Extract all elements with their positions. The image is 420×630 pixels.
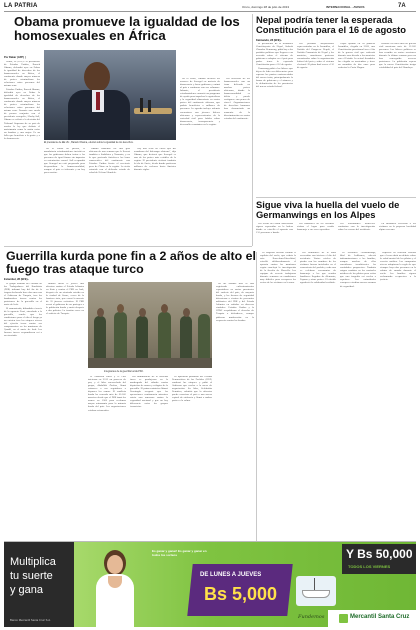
nepal-col-2: Los partidos mayoritarios representados en la Asamblea, el Partido del Congreso Nepalí, el Partido Comunista de Nepal y los maoístas, mantienen posturas encontradas sobre la organización federal del país y sobre el sistema electoral. El plazo final vence el 16 de agosto. — [297, 43, 334, 70]
obama-photo — [44, 50, 176, 140]
ad-line-3: y gana — [10, 584, 44, 596]
ad-prize: Y Bs 50,000 — [346, 547, 413, 561]
kurdos-top-rule — [4, 246, 252, 247]
obama-col-3: Obama comenzó así una gira africana de una semana que le llevará también a Sudáfrica y Tanzania, y en la que pretende fortalecer los lazos comerciales del continente con Estados Unidos frente al creciente peso de China en la región. La visita coincide con el delicado estado de salud de Nelson Mandela. — [89, 148, 130, 175]
ad-left-panel — [4, 542, 74, 627]
masthead-logo: LA PATRIA — [4, 3, 38, 9]
nepal-headline: Nepal podría tener la esperada Constitución para el 16 de agosto — [256, 14, 407, 36]
kurdos-col-2: Ankara inició el jueves una ofensiva contra el Estado Islámico en Siria y contra el PKK en Irak, después de un atentado suicida en la ciudad de Suruc, cerca de la frontera siria, que causó la muerte de 32 jóvenes activistas. El PKK acusó al gobierno de no proteger a la población kurda y mató después a dos policías. La tensión crece en el sudeste de Turquía. — [46, 283, 84, 316]
kurdos-col-1: El grupo armado del Partido de los Trabajadores del Kurdistán (PKK) informó hoy del fin de la tregua declarada hace dos años con el Gobierno de Turquía, tras los bombardeos turcos contra las posiciones de la guerrilla en el norte de Irak. El comunicado, difundido a través de la agencia Firat, vinculada a la guerrilla, señala que las condiciones para el alto el fuego ya no existen tras los ataques aéreos del ejército turco contra sus campamentos en las montañas de Qandil, en el norte de Irak. Las fuerzas turcas respondieron así a un atentado. — [4, 283, 42, 338]
masthead-date: Oruro, domingo 28 de julio de 2013 — [242, 4, 290, 9]
obama-col-5: En la visita, Obama destacó los avances de Senegal en materia de democracia y buen gobierno y animó al país a continuar con sus reformas. Además, el presidente estadounidense anunció un programa de ayuda para impulsar la agricultura y la seguridad alimentaria en varios países del continente africano, que podría beneficiar a millones de personas. La agenda incluye además encuentros con jóvenes líderes africanos y representantes de la sociedad civil para hablar sobre democracia, transparencia y desarrollo económico en la región. — [180, 78, 220, 126]
right-col-3: La aerolínea Germanwings, filial de Lufthansa, ofreció indemnizaciones a las familias, aunque muchas de ellas consideran insuficientes las cantidades propuestas. También exigen cambios en los controles médicos de los pilotos para evitar que una tragedia así vuelva a repetirse. Las autoridades europeas estudian nuevas normas de seguridad. — [340, 252, 376, 288]
ad-prize-sub: TODOS LOS VIERNES — [348, 564, 391, 569]
obama-caption: El presidente de EE.UU., Barack Obama, efectuó sobre la igualdad de los derechos. — [44, 141, 134, 144]
ad-mid-text: Es ganar y ganar! Es ganar y ganar en todos los sorteos — [152, 549, 207, 557]
kurdos-col-4: Los bombardeos de la aviación turca se produjeron en la madrugada del sábado contra depósitos de armas y refugios de la guerrilla. El primer ministro Ahmet Davutoglu aseguró que las operaciones continuarán mientras exista una amenaza contra la seguridad nacional y que no hay diferencia entre los grupos terroristas. — [130, 376, 168, 409]
kurdos-col-6: En los últimos días se han registrado enfrentamientos esporádicos en varias provincias del sudeste del país, de mayoría kurda, y las fuerzas de seguridad detuvieron a cientos de presuntos militantes del PKK y del Estado Islámico en redadas en diversas ciudades. Estados Unidos y la OTAN respaldaron el derecho de Turquía a defenderse, aunque pidieron moderación en la respuesta contra los kurdos. — [216, 283, 254, 322]
nepal-col-3: Nepal aprobó en su primera Asamblea, elegida en 2008, una Constitución provisional tras el fin de la guerra civil que enfrentó durante una década a los maoístas con el Estado. La actual Asamblea fue elegida en noviembre y tiene un mandato de dos años para redactar la Carta Magna. — [338, 43, 375, 70]
ad-brand-right: Mercantil Santa Cruz — [350, 614, 410, 620]
right-col-2: Los habitantes de la zona recuerdan con tristeza el día del accidente. Varias estelas de piedra con los nombres de las víctimas fueron instaladas en el cementerio del pueblo y cada año se celebran ceremonias de homenaje a las que acuden familiares llegados de Alemania, España y otros países. El alcalde agradeció la solidaridad recibida. — [300, 252, 336, 285]
alpes-article — [256, 223, 416, 251]
alpes-headline: Sigue viva la huella del vuelo de Germanwings en los Alpes — [256, 199, 400, 221]
obama-col-6: Los derechos de los homosexuales son un tema delicado en muchos países africanos, donde la homosexualidad es delito y puede castigarse con penas de cárcel. Organizaciones de derechos humanos han denunciado un aumento de la discriminación en varios estados del continente. — [224, 78, 250, 120]
ad-prize-image — [296, 576, 336, 606]
bank-ad[interactable] — [4, 541, 416, 627]
page-number: 7A — [398, 3, 406, 9]
kurdos-article — [4, 278, 254, 540]
masthead-section: INTERNACIONAL - AVISOS — [326, 4, 365, 9]
alpes-top-rule — [256, 197, 416, 198]
ad-line-1: Multiplica — [10, 556, 56, 568]
obama-headline: Obama promueve la igualdad de los homosexuales en África — [14, 14, 240, 44]
right-col-4: Expertos en aviación señalan que el caso abrió un debate sobre la salud mental de los pilotos y el secreto médico. Las compañías aéreas adoptaron la regla de que siempre haya dos personas en la cabina de mando durante el vuelo. Las familias siguen reclamando respuestas a la justicia. — [380, 252, 416, 282]
ad-days: DE LUNES A JUEVES — [200, 572, 262, 578]
nepal-col-1: El presidente de la Asamblea Constituyente de Nepal, Subash Chandra Nemwang, pidió hoy a los partidos políticos que lleguen a un acuerdo sobre el sistema de gobierno a adoptar en el país para poder tener la esperada Constitución para el 16 de agosto. Nemwang pidió a los líderes que dejen de lado sus diferencias para superar los puntos controvertidos del nuevo texto, principalmente la forma de gobierno y el número y la delimitación de las provincias del nuevo estado federal. — [256, 43, 293, 89]
kurdos-lead: El grupo armado del Partido de los Trabajadores del Kurdistán (PKK) informó hoy del fin de la tregua declarada hace dos años con el Gobierno de Turquía, tras los bombardeos turcos contra las posiciones de la guerrilla en el norte de Irak. — [4, 283, 42, 307]
right-col-1: La tragedia ocurrió cuando el copiloto del vuelo, que cubría la ruta Barcelona-Düsseldorf, estrelló deliberadamente el aparato contra las montañas según concluyó la investigación de la fiscalía de Marsella. Los equipos de rescate trabajaron durante semanas en condiciones muy difíciles para recuperar los restos de las víctimas en la zona. — [260, 252, 296, 285]
alpes-col-2: Los familiares de las víctimas visitan el lugar para rendir homenaje a sus seres queridos. — [297, 223, 334, 232]
alpes-col-1: Los restos del avión siniestrado siguen esparcidos en la ladera donde se estrelló el aparato con 150 personas a bordo. — [256, 223, 293, 235]
column-divider — [252, 14, 253, 246]
nepal-lead: El presidente de la Asamblea Constituyente de Nepal, Subash Chandra Nemwang, pidió hoy a los partidos políticos que lleguen a un acuerdo sobre el sistema de gobierno a adoptar en el país para poder tener la esperada Constitución para el 16 de agosto. — [256, 43, 293, 67]
nepal-article — [256, 38, 416, 194]
nepal-col-4: Durante los diez años de guerra civil murieron más de 13.000 personas. Los líderes políticos se han reunido en varias ocasiones durante la última semana pero no han conseguido acercar posiciones. La población espera que la nueva Constitución traiga estabilidad al país del Himalaya. — [379, 43, 416, 70]
obama-byline: Por Dakar (AFP) ❘ — [4, 56, 27, 59]
masthead — [4, 3, 416, 12]
obama-col-4: "Hay una serie de cosas que me asombran del liderazgo africano", dijo Obama, que destacó que Senegal es uno de los países más estables de la región. El presidente visitará también la isla de Gorée, desde donde partieron millones de esclavos hacia América durante siglos. — [134, 148, 176, 172]
kurdos-col-3: El Gobierno turco y el PKK iniciaron en 2013 un proceso de paz, y el líder encarcelado del grupo, Abdullah Öcalan, llamó entonces a sus seguidores a deponer las armas. El conflicto kurdo ha causado más de 40.000 muertos desde que el PKK tomó las armas en 1984 para reclamar mayor autonomía para la minoría kurda del país. Las negociaciones estaban estancadas. — [88, 376, 126, 412]
ad-sponsor: Banco Mercantil Santa Cruz S.A. — [10, 618, 51, 622]
obama-col-1: Dakar, 28 (EFE).- El presidente de Estados Unidos, Barack Obama, defendió ayer en Dakar la igualdad de derechos de los homosexuales en África, el continente donde mayor número de países criminalizan las relaciones entre personas del mismo sexo. Estados Unidos, Barack Obama, defendió ayer en Dakar la igualdad de derechos de los homosexuales en África, el continente donde mayor número de países criminalizan las relaciones entre personas del mismo sexo. Durante una rueda de prensa conjunta con el presidente senegalés, Macky Sall, Obama se refirió a la decisión del Tribunal Supremo de su país de anular la ley que definía el matrimonio como la unión entre un hombre y una mujer. Es un fallo que beneficia a la gente y a la democracia. — [4, 61, 40, 140]
kurdos-col-5: La oposición prokurda del Partido Democrático de los Pueblos (HDP) condenó los ataques y pidió al Gobierno que vuelva a la mesa de negociación. Su líder, Selahattin Demirtas, advirtió que la ofensiva puede arrastrar al país a una nueva espiral de violencia y llamó a ambas partes a la calma. — [172, 376, 212, 403]
lower-divider — [256, 252, 257, 542]
ad-amount: Bs 5,000 — [204, 584, 278, 604]
nepal-byline: Katmandú, 28 (EFE).- — [256, 39, 283, 42]
ad-prize-box — [342, 544, 416, 574]
kurdos-headline: Guerrilla kurda pone fin a 2 años de alto el fuego tras ataque turco — [6, 249, 256, 277]
right-lower-article — [260, 252, 416, 540]
obama-col-2: En la rueda de prensa, el mandatario estadounidense insistió en que los gobiernos deben tratar a las personas de igual forma sin importar su orientación sexual. Sall respondió que Senegal no está preparado para despenalizar la homosexualidad, aunque el país es tolerante y no hay persecución. — [44, 148, 85, 175]
alpes-col-3: Las autoridades francesas continúan con la investigación sobre las causas del accidente. — [338, 223, 375, 232]
ad-woman-image — [88, 546, 144, 627]
kurdos-byline: Estambul, 28 (EFE).- — [4, 278, 30, 281]
ad-fundemos: Fundemos — [298, 614, 325, 620]
kurdos-caption: Integrantes de la guerrilla kurda PKK. — [104, 370, 144, 373]
ad-brand-logo-icon — [339, 614, 348, 623]
obama-article — [4, 50, 250, 240]
obama-lead: Dakar, 28 (EFE).- El presidente de Estados Unidos, Barack Obama, defendió ayer en Dakar la igualdad de derechos de los homosexuales en África, el continente donde mayor número de países criminalizan las relaciones entre personas del mismo sexo. — [4, 61, 40, 88]
kurdos-photo — [88, 282, 212, 368]
ad-line-2: tu suerte — [10, 570, 53, 582]
alpes-col-4: Un memorial recuerda a las víctimas en la pequeña localidad alpina cercana. — [379, 223, 416, 232]
